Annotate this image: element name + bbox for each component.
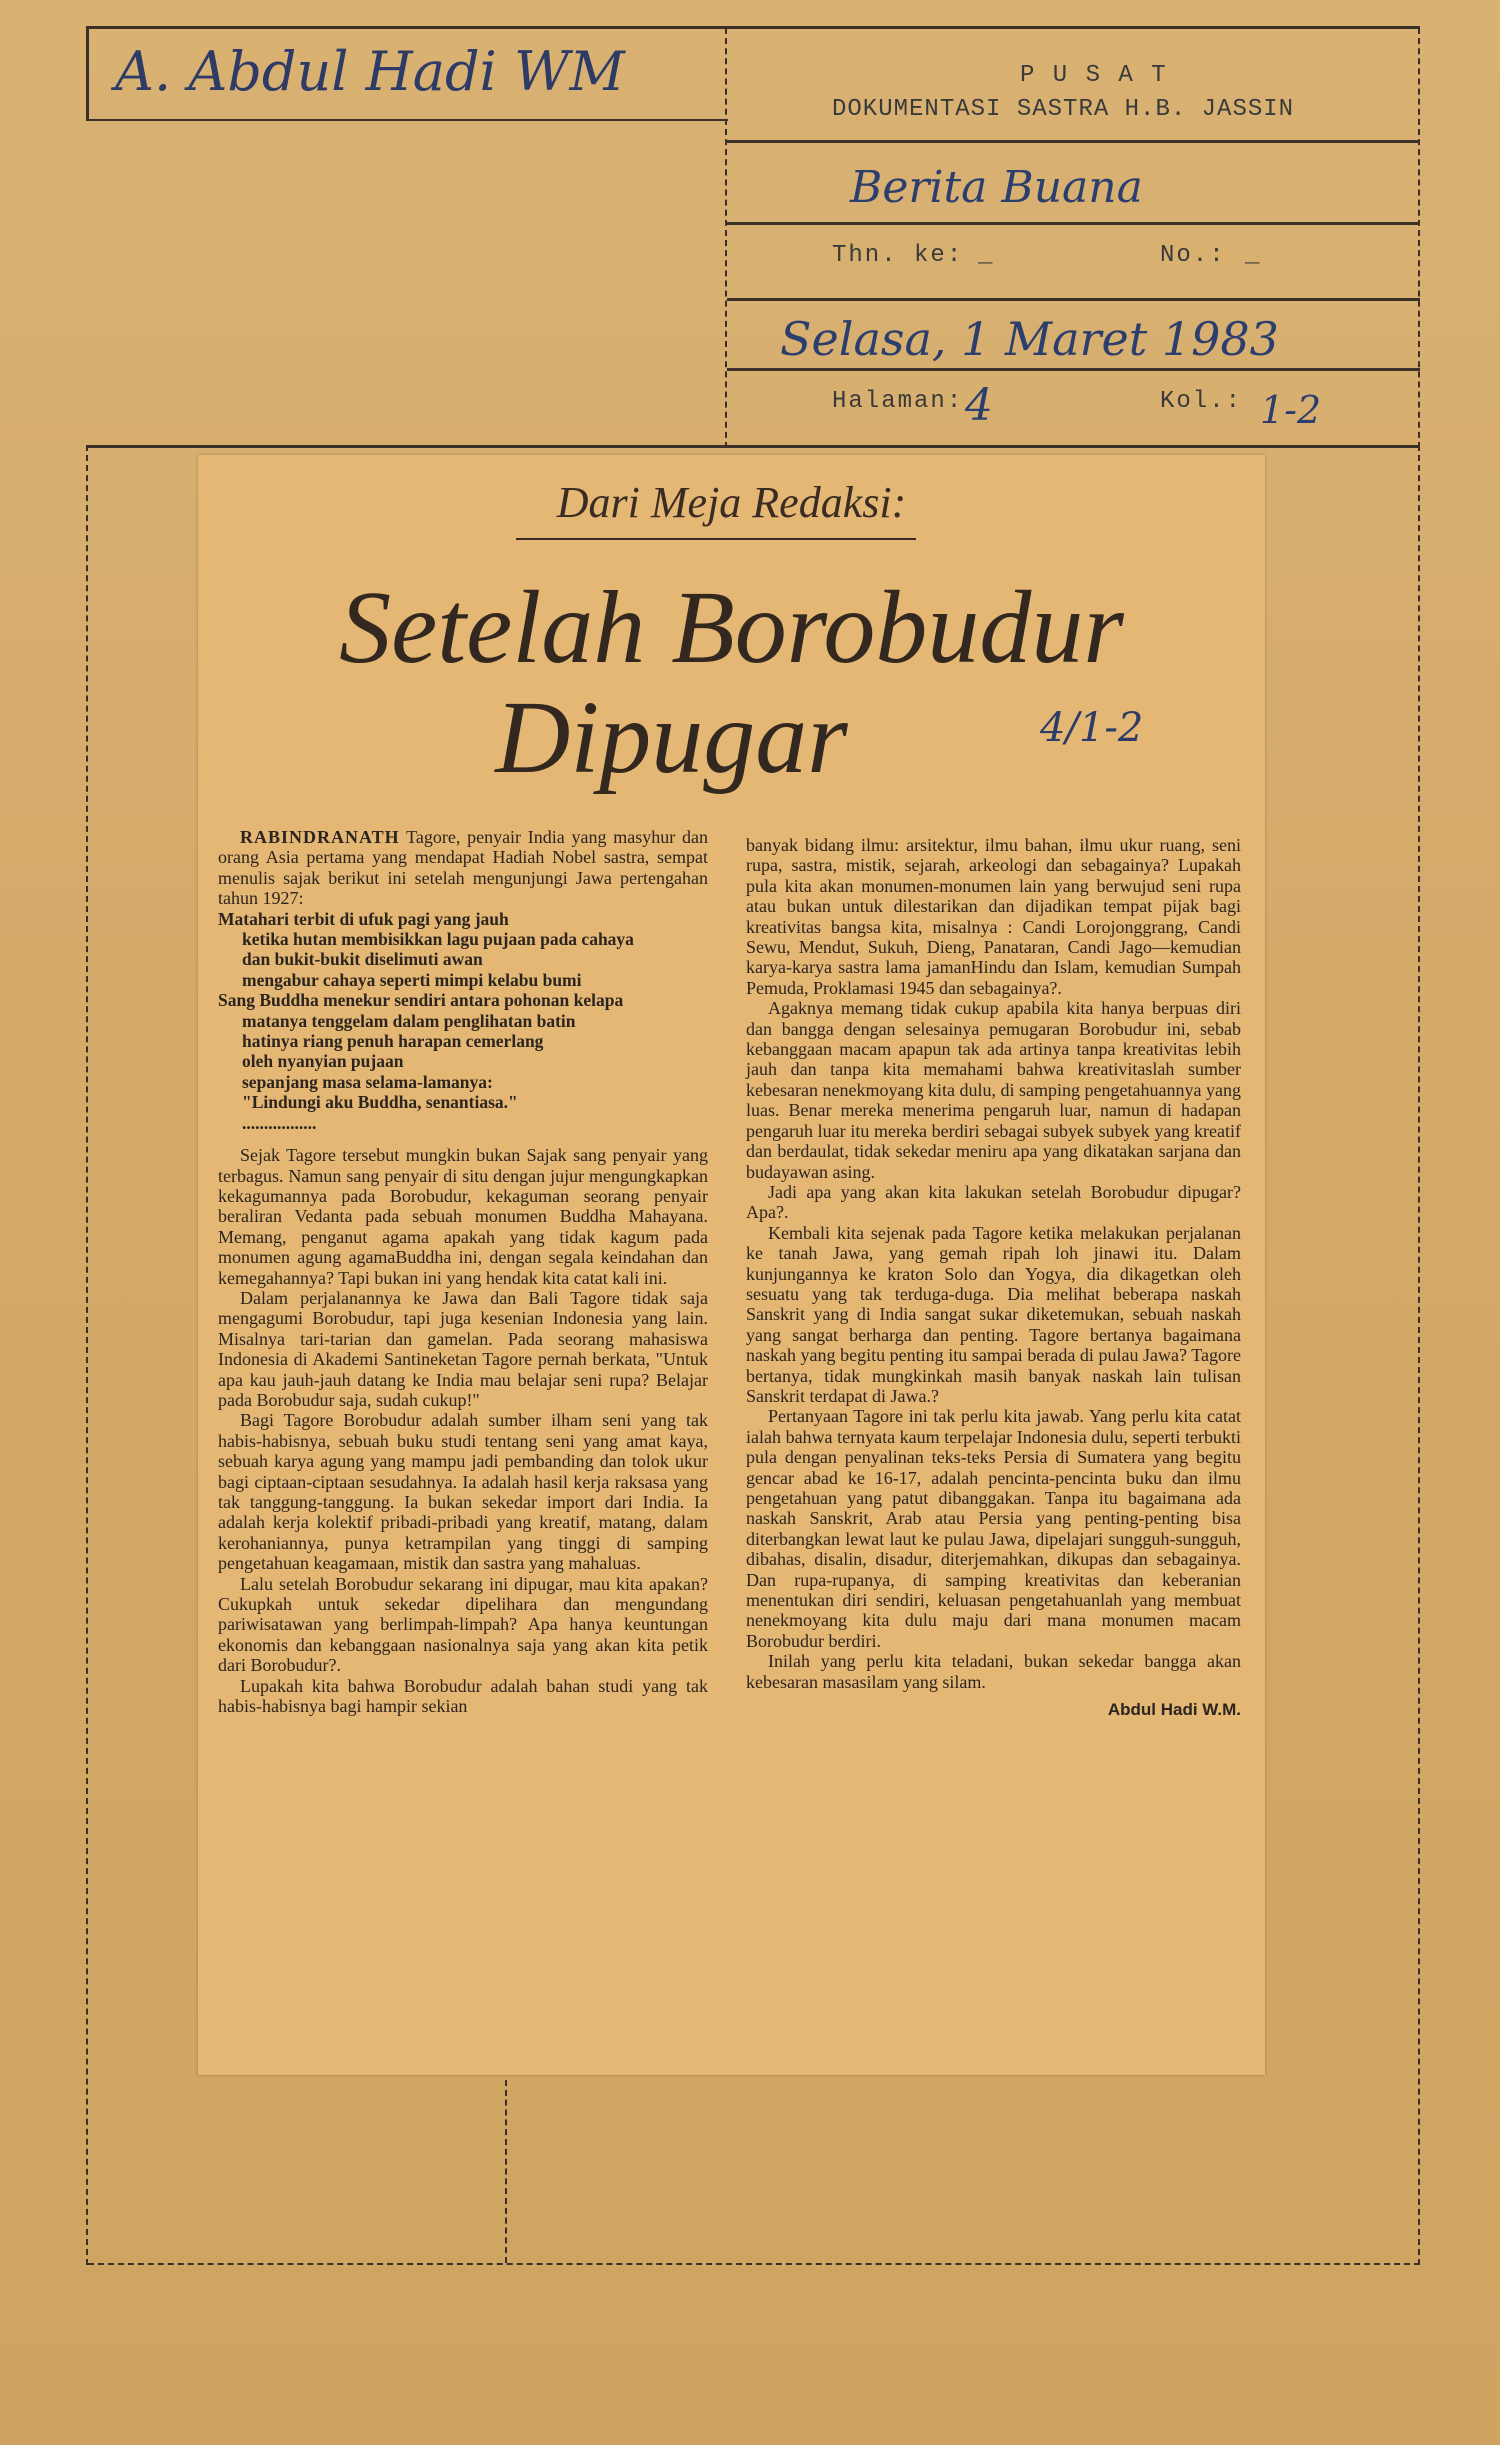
newspaper-handwritten: Berita Buana xyxy=(850,162,1143,213)
frame-body-left-line xyxy=(86,445,88,2265)
thn-label: Thn. ke: xyxy=(832,242,964,269)
author-handwritten: A. Abdul Hadi WM xyxy=(115,40,625,103)
poem-line: hatinya riang penuh harapan cemerlang xyxy=(242,1031,544,1052)
frame-center-tick xyxy=(505,2080,507,2263)
author-signature: Abdul Hadi W.M. xyxy=(1107,1700,1241,1720)
frame-header-divider xyxy=(725,28,727,448)
poem-line: dan bukit-bukit diselimuti awan xyxy=(242,949,483,970)
body-paragraph: Dalam perjalanannya ke Jawa dan Bali Tagore tidak saja mengagumi Borobudur, tapi juga kesenian Indonesia yang lain. Misalnya tari-tarian dan gamelan. Pada seorang mahasiswa Indonesia di Akademi Santineketan Tagore pernah berkata, "Untuk apa kau jauh-jauh datang ke India mau belajar seni rupa? Belajar pada Borobudur saja, sudah cukup!" xyxy=(218,1287,708,1410)
body-paragraph: Inilah yang perlu kita teladani, bukan sekedar bangga akan kebesaran masasilam yang silam. xyxy=(746,1651,1241,1692)
frame-author-bottom-line xyxy=(88,119,728,121)
kol-label: Kol.: xyxy=(1160,388,1243,415)
frame-right-line xyxy=(1418,28,1420,448)
body-paragraph: Agaknya memang tidak cukup apabila kita hanya berpuas diri dan bangga dengan selesainya pemugaran Borobudur ini, sebab kebanggaan macam apapun tak ada artinya tanpa kreativitas lebih jauh dan tanpa kita memahami bahwa kreativitaslah sumber kebesaran nenekmoyang kita dulu, di samping pengetahuannya yang luas. Benar mereka menerima pengaruh luar, namun di hadapan pengaruh luar itu mereka berdiri sebagai subyek subyek yang kreatif dan berdaulat, tidak sekedar meniru apa yang dikatakan sarjana dan budayawan asing. xyxy=(746,998,1241,1182)
frame-row5-line xyxy=(88,445,1420,448)
poem-line: mengabur cahaya seperti mimpi kelabu bumi xyxy=(242,969,582,990)
body-paragraph: Pertanyaan Tagore ini tak perlu kita jawab. Yang perlu kita catat ialah bahwa ternyata kaum terpelajar Indonesia dulu, seperti terbukti pula dengan penyalinan teks-teks Persia di Sumatera yang begitu gencar abad ke 16-17, adalah pencinta-pencinta buku dan ilmu pengetahuan yang patut dibanggakan. Tanpa itu bagaimana ada naskah Sanskrit, Arab atau Persia yang penting-penting bisa diterbangkan lewat laut ke pulau Jawa, dipelajari sungguh-sungguh, dibahas, disalin, disadur, diterjemahkan, dikupas dan sebagainya. Dan rupa-rupanya, di samping kreativitas dan keberanian menentukan diri sendiri, keluasan pengetahuanlah yang membuat nenekmoyang kita dulu maju dari mana monumen macam Borobudur berdiri. xyxy=(746,1406,1241,1651)
poem-line: Matahari terbit di ufuk pagi yang jauh xyxy=(218,908,509,929)
date-handwritten: Selasa, 1 Maret 1983 xyxy=(780,312,1279,366)
rubric-underline xyxy=(516,538,916,540)
poem xyxy=(218,909,708,1133)
body-paragraph: Sejak Tagore tersebut mungkin bukan Sajak sang penyair yang terbagus. Namun sang penyair di situ dengan jujur mengungkapkan kekagumannya pada Borobudur, kekaguman seorang penyair beraliran Vedanta pada sebuah monumen Buddha Mahayana. Memang, penganut agama apakah yang tidak kagum pada monumen agung agamaBuddha ini, dengan segala keindahan dan kemegahannya? Tapi bukan ini yang hendak kita catat kali ini. xyxy=(218,1145,708,1288)
frame-bottom-line xyxy=(88,2263,1420,2265)
body-paragraph: Jadi apa yang akan kita lakukan setelah Borobudur dipugar? Apa?. xyxy=(746,1181,1241,1223)
rubric-heading: Dari Meja Redaksi: xyxy=(556,478,907,527)
margin-note-handwritten: 4/1-2 xyxy=(1040,705,1144,751)
frame-row2-line xyxy=(727,222,1420,225)
poem-line: "Lindungi aku Buddha, senantiasa." xyxy=(242,1092,518,1113)
frame-row3-line xyxy=(727,298,1420,301)
headline-line2: Dipugar xyxy=(495,680,848,795)
article-column-2 xyxy=(746,835,1241,1720)
frame-row4-line xyxy=(727,368,1420,371)
body-paragraph: Lalu setelah Borobudur sekarang ini dipugar, mau kita apakan? Cukupkah untuk sekedar dipelihara dan mengundang pariwisatawan yang berlimpah-limpah? Apa hanya keuntungan ekonomis dan kebanggaan nasionalnya saja yang akan kita petik dari Borobudur?. xyxy=(218,1573,708,1676)
poem-line: ................. xyxy=(242,1112,317,1133)
poem-line: ketika hutan membisikkan lagu pujaan pada cahaya xyxy=(242,929,634,950)
halaman-label: Halaman: xyxy=(832,388,964,415)
frame-left-line xyxy=(86,26,89,121)
body-paragraph: banyak bidang ilmu: arsitektur, ilmu bahan, ilmu ukur ruang, seni rupa, sastra, mistik, sejarah, arkeologi dan sebagainya? Lupakah pula kita akan monumen-monumen lain yang berwujud seni rupa atau bukan untuk dilestarikan dan dijadikan tempat pijak bagi kreativitas bangsa kita, misalnya : Candi Lorojonggrang, Candi Sewu, Mendut, Sukuh, Dieng, Panataran, Candi Jago—kemudian karya-karya sastra lama jamanHindu dan Islam, kemudian Sumpah Pemuda, Proklamasi 1945 dan sebagainya?. xyxy=(746,835,1241,998)
body-paragraph: Lupakah kita bahwa Borobudur adalah bahan studi yang tak habis-habisnya bagi hampir sekian xyxy=(218,1675,708,1717)
frame-row1-line xyxy=(727,140,1420,143)
frame-body-right-line xyxy=(1418,445,1420,2265)
intro-text: Tagore, penyair India yang masyhur dan orang Asia pertama yang mendapat Hadiah Nobel sastra, sempat menulis sajak berikut ini setelah mengunjungi Jawa pertengahan tahun 1927: xyxy=(218,827,708,909)
poem-line: Sang Buddha menekur sendiri antara pohonan kelapa xyxy=(218,990,624,1011)
frame-top-line xyxy=(88,26,1420,29)
poem-line: oleh nyanyian pujaan xyxy=(242,1051,404,1072)
archive-line2: DOKUMENTASI SASTRA H.B. JASSIN xyxy=(832,96,1295,123)
halaman-value: 4 xyxy=(965,380,993,431)
body-paragraph: Kembali kita sejenak pada Tagore ketika melakukan perjalanan ke tanah Jawa, yang gemah ripah loh jinawi itu. Dalam kunjungannya ke kraton Solo dan Yogya, dia dikagetkan oleh sesuatu yang tak terduga-duga. Dia melihat beberapa naskah Sanskrit yang di India sangat sukar diketemukan, sebuah naskah yang sangat berharga dan penting. Tagore bertanya bagaimana naskah yang begitu penting itu sampai berada di pulau Jawa? Tagore bertanya, tidak mungkinkah masih banyak naskah lain tulisan Sanskrit terdapat di Jawa.? xyxy=(746,1222,1241,1406)
archive-line1: P U S A T xyxy=(1020,62,1168,89)
headline-line1: Setelah Borobudur xyxy=(339,570,1124,685)
poem-line: sepanjang masa selama-lamanya: xyxy=(242,1071,493,1092)
body-paragraph: Bagi Tagore Borobudur adalah sumber ilham seni yang tak habis-habisnya, sebuah buku studi tentang seni yang amat kaya, sebuah karya agung yang mampu jadi pembanding dan tolok ukur bagi ciptaan-ciptaan sesudahnya. Ia adalah hasil kerja raksasa yang tak tanggung-tanggung. Ia bukan sekedar import dari India. Ia adalah kerja kolektif pribadi-pribadi yang kreatif, matang, dalam kerohaniannya, punya ketrampilan yang tinggi di samping pengetahuan keagamaan, mistik dan sastra yang mahaluas. xyxy=(218,1410,708,1574)
no-value: _ xyxy=(1245,242,1262,269)
newspaper-clipping xyxy=(198,455,1265,2075)
intro-paragraph xyxy=(218,827,708,909)
poem-line: matanya tenggelam dalam penglihatan batin xyxy=(242,1010,576,1031)
no-label: No.: xyxy=(1160,242,1226,269)
thn-value: _ xyxy=(978,242,995,269)
article-column-1 xyxy=(218,827,708,1716)
intro-name: RABINDRANATH xyxy=(240,827,400,847)
kol-value: 1-2 xyxy=(1260,388,1322,432)
